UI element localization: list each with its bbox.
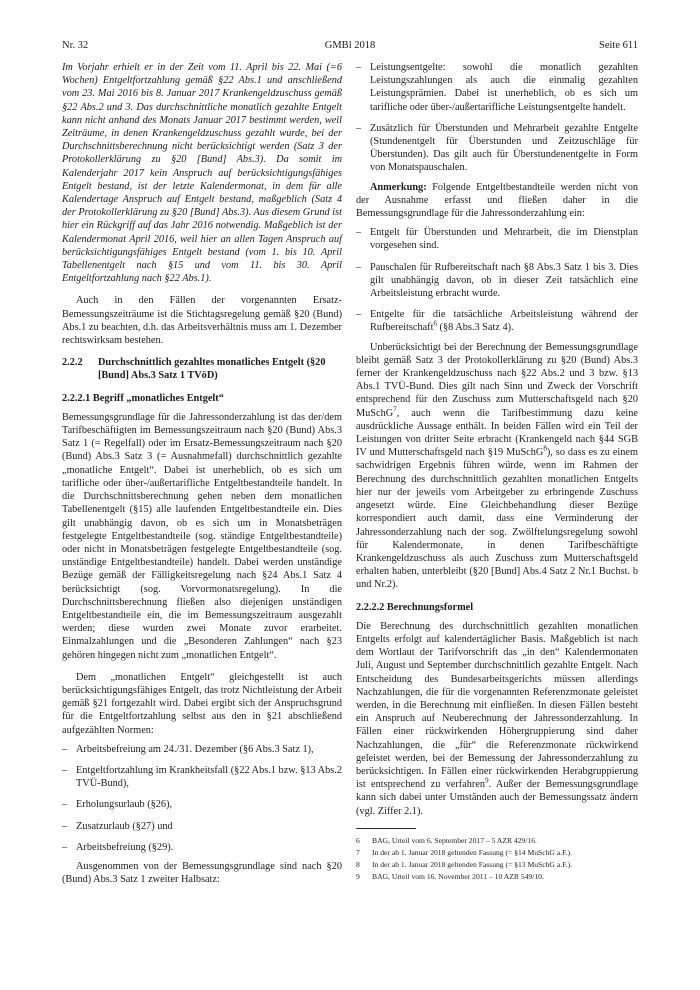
list-item-text: Entgeltfortzahlung im Krankheitsfall (§22 Abs.1 bzw. §13 Abs.2 TVÜ-Bund), [76,764,342,790]
text-part: Die Berechnung des durchschnittlich gezahlten monatlichen Entgelts erfolgt auf kalendertäglicher Basis. Maßgeblich ist nach dem Wortlaut der Tarifvorschrift das „in den“ Kalendermonaten Juli, August und September durchschnittlich gezahlte Entgelt. Nach Entscheidung des Bundesarbeitsgerichts müssen allerdings Nachzahlungen, die für die vorgenannten Referenzmonate geleistet werden, in die Berechnung mit einfließen. In diesen Fällen besteht ein Anspruch auf Neuberechnung der Jahressonderzahlung. In Fällen einer rückwirkenden Höhergruppierung sind daher Nachzahlungen, die „für“ die Referenzmonate rückwirkend geleistet werden, bei der Bemessung der Jahressonderzahlung zu berücksichtigen. In Fällen einer rückwirkenden Herabgruppierung ist entsprechend zu verfahren [356,620,638,791]
footnote-ref: 9 [485,776,489,785]
section-heading-2-2-2-1: 2.2.2.1 Begriff „monatliches Entgelt“ [62,392,224,404]
example-paragraph: Im Vorjahr erhielt er in der Zeit vom 11. April bis 22. Mai (=6 Wochen) Entgeltfortzahlung gemäß §22 Abs.1 und anschließend vom 23. Mai 2016 bis 8. Januar 2017 Krankengeldzuschuss gemäß §22 Abs.2 und 3. Das durchschnittliche monatlich gezahlte Entgelt kann nicht anhand des Monats Januar 2017 bestimmt werden, weil Zeiträume, in denen Krankengeldzuschuss gezahlt wurde, bei der Durchschnittsberechnung nicht berücksichtigt werden (Satz 3 der Protokollerklärung zu §20 [Bund] Abs.3). Da somit im Kalenderjahr 2017 kein Anspruch auf berücksichtigungsfähiges Entgelt bestand, ist der letzte Kalendermonat, in dem für alle Kalendertage Anspruch auf Entgelt bestand, maßgeblich (Satz 4 der Protokollerklärung zu §20 [Bund] Abs.3). Aus diesem Grund ist hier ein Rückgriff auf das Jahr 2016 notwendig. Maßgeblich ist der Kalendermonat April 2016, weil hier an allen Tagen Anspruch auf berücksichtigungsfähiges Entgelt bestand (vom 1. bis 10. April Tabellenentgelt nach §15 und vom 11. bis 30. April Entgeltfortzahlung nach §22 Abs.1). [62,62,342,285]
bullet-dash: – [62,841,68,853]
list-item-text-part: (§8 Abs.3 Satz 4). [436,322,514,334]
list-item [356,261,638,301]
list-item-text: Leistungsentgelte: sowohl die monatlich gezahlten Leistungszahlungen als auch die einmalig gezahlten Leistungsprämien. Dabei ist unerheblich, ob es sich um tarifliche oder über-/außertarifliche Leistungsentgelte handelt. [370,62,638,113]
list-item [62,820,342,833]
footnote-text: In der ab 1. Januar 2018 geltenden Fassung (= §13 MuSchG a.F.). [372,859,573,869]
footnote-ref: 7 [393,405,397,414]
list-item [356,226,638,252]
issue-number: Nr. 32 [62,40,89,51]
bullet-dash: – [62,743,68,755]
bullet-dash: – [62,764,68,776]
bullet-dash: – [356,227,362,239]
right-column [356,61,638,883]
note-label: Anmerkung: [370,181,427,193]
paragraph: Dem „monatlichen Entgelt“ gleichgestellt ist auch berücksichtigungsfähiges Entgelt, das trotz Nichtleistung der Arbeit gemäß §21 fortgezahlt wird. Dabei ergibt sich der Anspruchsgrund für die Entgeltfortzahlung selbst aus den in §21 abschließend aufgezählten Normen: [62,671,342,736]
bullet-dash: – [356,261,362,273]
footnote-rule [356,828,416,829]
section-number: 2.2.2 [62,357,83,369]
list-item [356,122,638,175]
list-item-text: Entgelt für Überstunden und Mehrarbeit, die im Dienstplan vorgesehen sind. [370,227,638,252]
footnote [356,871,638,883]
list-item-text: Arbeitsbefreiung am 24./31. Dezember (§6 Abs.3 Satz 1), [76,743,314,755]
bullet-dash: – [356,309,362,321]
footnote-number: 8 [356,859,360,869]
text-part: , auch wenn die Tarifbestimmung dazu keine ausdrückliche Aussage enthält. In beiden Fällen wird ein Teil der Leistungen von dritter Seite erbracht (Krankengeld nach §44 SGB IV und Mutterschaftsgeld nach §19 MuSchG [356,407,638,459]
footnote-ref: 6 [433,320,437,329]
paragraph: Bemessungsgrundlage für die Jahressonderzahlung ist das der/dem Tarifbeschäftigten im Bemessungszeitraum nach §20 (Bund) Abs.3 Satz 1 (= Regelfall) oder im Ersatz-Bemessungszeitraum nach §20 (Bund) Abs.3 Satz 3 (= Ausnahmefall) durchschnittlich gezahlte „monatliche Entgelt“. Dabei ist unerheblich, ob es sich um tarifliche oder über-/außertarifliche Entgeltbestandteile handelt. In die Durchschnittsberechnung gehen neben dem monatlichen Tabellenentgelt (§15) alle laufenden Entgeltbestandteile ein. Dies gilt unabhängig davon, ob es sich um in Monatsbeträgen festgelegte Entgeltbestandteile (sog. ständige Entgeltbestandteile) oder nicht in Monatsbeträgen festgelegte Entgeltbestandteile (sog. unständige Entgeltbestandteile) handelt. Dabei werden unständige Bezüge gemäß der Fälligkeitsregelung nach §24 Abs.1 Satz 4 berücksichtigt (sog. Vorvormonatsregelung). In die Durchschnittsberechnung fließen also diejenigen unständigen Entgeltbestandteile ein, die im Bemessungszeitraum ausgezahlt werden; diese wurden zwei Monate zuvor erarbeitet. Einmalzahlungen und die „Besonderen Zahlungen“ nach §23 gehören hingegen nicht zum „monatlichen Entgelt“. [62,411,342,661]
list-item [62,798,342,811]
text-part: Unberücksichtigt bei der Berechnung der Bemessungsgrundlage bleibt gemäß Satz 3 der Protokollerklärung zu §20 (Bund) Abs.3 ferner der Krankengeldzuschuss nach §22 Abs.2 und 3 bzw. §13 Abs.1 TVÜ-Bund. Dies gilt nach Sinn und Zweck der Vorschrift entsprechend für den Zuschuss zum Mutterschaftsgeld nach §20 MuSchG [356,341,638,419]
list-item-text: Zusatzurlaub (§27) und [76,820,173,832]
list-item-text: Pauschalen für Rufbereitschaft nach §8 Abs.3 Satz 1 bis 3. Dies gilt unabhängig davon, ob in dieser Zeit tatsächlich eine Arbeitsleistung erbracht wurde. [370,261,638,300]
section-heading-2-2-2-2: 2.2.2.2 Berechnungsformel [356,601,474,613]
text-part: . Außer der Bemessungsgrundlage kann sich dabei unter Umständen auch der Bemessungssatz ändern (vgl. Ziffer 2.1). [356,779,639,817]
footnote-text: In der ab 1. Januar 2018 geltenden Fassung (= §14 MuSchG a.F.). [372,847,573,857]
paragraph [356,620,638,818]
footnote-number: 7 [356,847,360,857]
footnotes [356,835,638,883]
list-item [356,308,638,334]
footnote [356,859,638,871]
page-number: Seite 611 [599,40,638,51]
list-item-text: Zusätzlich für Überstunden und Mehrarbeit gezahlte Entgelte (Stundenentgelt für Überstunden und Zeitzuschläge für Überstunden). Das gilt auch für Überstundenentgelte in Form von Monatspauschalen. [370,122,638,174]
bullet-dash: – [62,799,68,811]
note-text: Folgende Entgeltbestandteile werden nicht von der Ausnahme erfasst und fließen daher in die Bemessungsgrundlage für die Jahressonderzahlung ein: [356,181,638,220]
list-item-text [370,308,638,334]
inclusions-list [356,226,638,334]
footnote [356,835,638,847]
page-header [62,40,638,54]
list-item [62,764,342,790]
list-item [62,743,342,756]
list-item-text: Erholungsurlaub (§26), [76,799,173,811]
list-item-text: Arbeitsbefreiung (§29). [76,841,174,853]
footnote-ref: 8 [543,444,547,453]
paragraph [356,341,638,592]
footnote-text: BAG, Urteil vom 16. November 2011 – 10 AZR 549/10. [372,871,544,881]
left-column [62,61,342,886]
text-part: ), so dass es zu einem sachwidrigen Ergebnis führen würde, wenn im Rahmen der Berechnung des durchschnittlich gezahlten monatlichen Entgelts hier nur der jeweils vom Arbeitgeber zu erbringende Zuschuss angesetzt würde. Eine Gleichbehandlung dieser Bezüge korrespondiert auch damit, dass eine Verminderung der Jahressonderzahlung nach der sog. Zwölftelungsregelung sowohl für Kalendermonate, in denen Tarifbeschäftigte Krankengeldzuschuss als auch Zuschuss zum Mutterschaftsgeld erhalten haben, unterbleibt (§20 [Bund] Abs.4 Satz 2 Nr.1 Buchst. b und Nr.2). [356,447,638,591]
bullet-dash: – [356,62,362,73]
journal-title: GMBl 2018 [324,40,376,51]
footnote [356,847,638,859]
list-item [62,841,342,854]
list-item [356,61,638,114]
note-paragraph [356,181,638,221]
paragraph: Auch in den Fällen der vorgenannten Ersatz-Bemessungszeiträume ist die Stichtagsregelung gemäß §20 (Bund) Abs.1 zu beachten, d.h. das Arbeitsverhältnis muss am 1. Dezember rechtswirksam bestehen. [62,295,342,347]
exclusions-list [356,61,638,175]
bullet-dash: – [356,122,362,134]
norms-list [62,743,342,854]
footnote-number: 9 [356,871,360,881]
list-item-text-part: Entgelte für die tatsächliche Arbeitsleistung während der Rufbereitschaft [370,309,638,334]
footnote-text: BAG, Urteil vom 6. September 2017 – 5 AZR 429/16. [372,835,537,845]
bullet-dash: – [62,820,68,832]
section-title: Durchschnittlich gezahltes monatliches Entgelt (§20 [Bund] Abs.3 Satz 1 TVöD) [98,357,326,382]
paragraph: Ausgenommen von der Bemessungsgrundlage sind nach §20 (Bund) Abs.3 Satz 1 zweiter Halbsatz: [62,860,342,886]
footnote-number: 6 [356,835,360,845]
section-heading-2-2-2 [62,356,342,382]
